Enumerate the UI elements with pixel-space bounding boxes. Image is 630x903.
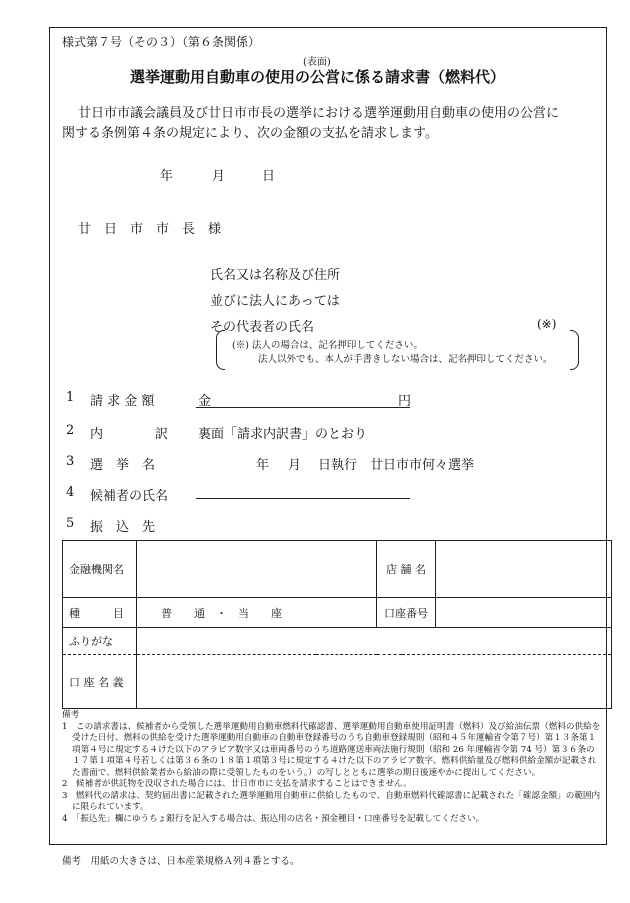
item-1-num: 1 <box>66 390 75 405</box>
notes-heading: 備考 <box>62 710 80 720</box>
type-options[interactable]: 普 通 ・ 当 座 <box>137 598 377 628</box>
furigana-field[interactable] <box>137 628 612 655</box>
item-2-label: 内 訳 <box>90 427 169 442</box>
amount-prefix: 金 <box>198 394 212 409</box>
notes-section <box>62 710 602 825</box>
side-label: (表面) <box>303 57 331 68</box>
account-number-field[interactable] <box>436 598 611 627</box>
date-year: 年 <box>160 169 174 184</box>
form-number: 様式第７号（その３）（第６条関係） <box>62 35 261 49</box>
date-day: 日 <box>262 169 276 184</box>
seal-note-2: 法人以外でも、本人が手書きしない場合は、記名押印してください。 <box>258 354 553 365</box>
addressee: 廿 日 市 市 長 様 <box>78 222 222 237</box>
election-month: 月 <box>288 458 302 473</box>
furigana-label: ふりがな <box>63 628 137 655</box>
breakdown-value: 裏面「請求内訳書」のとおり <box>198 427 368 442</box>
branch-label: 店 舗 名 <box>377 541 436 597</box>
applicant-line-2: 並びに法人にあっては <box>210 294 340 309</box>
note-1: 1 この請求書は、候補者から受領した選挙運動用自動車燃料代確認書、選挙運動用自動車使用証明書（燃料）及び給油伝票（燃料の供給を受けた日付、燃料の供給を受けた選挙運動用自動車の自動車登録番号のうち自動車登録規則（昭和４５年運輸省令第７号）第１３条第１項第４号に規定する４けた以下のアラビア数字又は車両番号のうち道路運送車両法施行規則（昭和 26 年運輸省令第 74 号）第３６条の１７第１項第４号若しくは第３６条の１８第１項第３号に規定する４けた以下のアラビア数字、燃料供給量及び燃料供給金額が記載された書面で、燃料供給業者から給油の際に受領したものをいう。）の写しとともに選挙の期日後速やかに提出してください。 <box>62 721 601 778</box>
seal-note-1: (※) 法人の場合は、記名押印してください。 <box>232 340 423 351</box>
seal-mark: (※) <box>537 317 557 331</box>
item-3-label: 選 挙 名 <box>90 458 156 473</box>
branch-field[interactable] <box>436 541 611 597</box>
applicant-line-1: 氏名又は名称及び住所 <box>210 268 341 283</box>
bank-table <box>62 540 612 709</box>
note-4: 4 「振込先」欄にゆうちょ銀行を記入する場合は、振込用の店名・預金種目・口座番号を記載してください。 <box>62 813 485 824</box>
intro-line-1: 廿日市市議会議員及び廿日市市長の選挙における選挙運動用自動車の使用の公営に <box>78 106 560 121</box>
note-2: 2 候補者が供託物を没収された場合には、廿日市市に支払を請求することはできません。 <box>62 779 412 789</box>
election-year: 年 <box>256 458 270 473</box>
item-5-label: 振 込 先 <box>90 520 156 535</box>
election-day: 日執行 <box>318 458 358 473</box>
note-bracket-right <box>570 330 579 370</box>
item-1-label: 請 求 金 額 <box>90 394 155 409</box>
item-5-num: 5 <box>66 516 75 531</box>
item-4-label: 候補者の氏名 <box>90 489 169 504</box>
candidate-name-line[interactable] <box>196 498 410 499</box>
applicant-line-3: その代表者の氏名 <box>210 320 315 335</box>
paper-size-footer: 備考 用紙の大きさは、日本産業規格Ａ列４番とする。 <box>62 856 300 867</box>
item-4-num: 4 <box>66 485 75 500</box>
account-name-field[interactable] <box>137 655 612 709</box>
note-bracket-left <box>216 330 225 370</box>
institution-field[interactable] <box>137 541 377 598</box>
item-2-num: 2 <box>66 423 75 438</box>
page-title: 選挙運動用自動車の使用の公営に係る請求書（燃料代） <box>130 68 506 86</box>
account-name-label: 口 座 名 義 <box>63 655 137 709</box>
amount-underline <box>196 407 410 408</box>
election-name: 廿日市市何々選挙 <box>370 458 475 473</box>
institution-label: 金融機関名 <box>63 541 137 598</box>
item-3-num: 3 <box>66 454 75 469</box>
date-month: 月 <box>212 169 226 184</box>
account-number-label: 口座番号 <box>377 598 436 627</box>
intro-line-2: 関する条例第４条の規定により、次の金額の支払を請求します。 <box>62 126 438 141</box>
note-3: 3 燃料代の請求は、契約届出書に記載された選挙運動用自動車に供給したもので、自動車燃料代確認書に記載された「確認金額」の範囲内に限られています。 <box>62 790 601 812</box>
amount-suffix: 円 <box>398 394 412 409</box>
type-label: 種 目 <box>63 598 137 628</box>
